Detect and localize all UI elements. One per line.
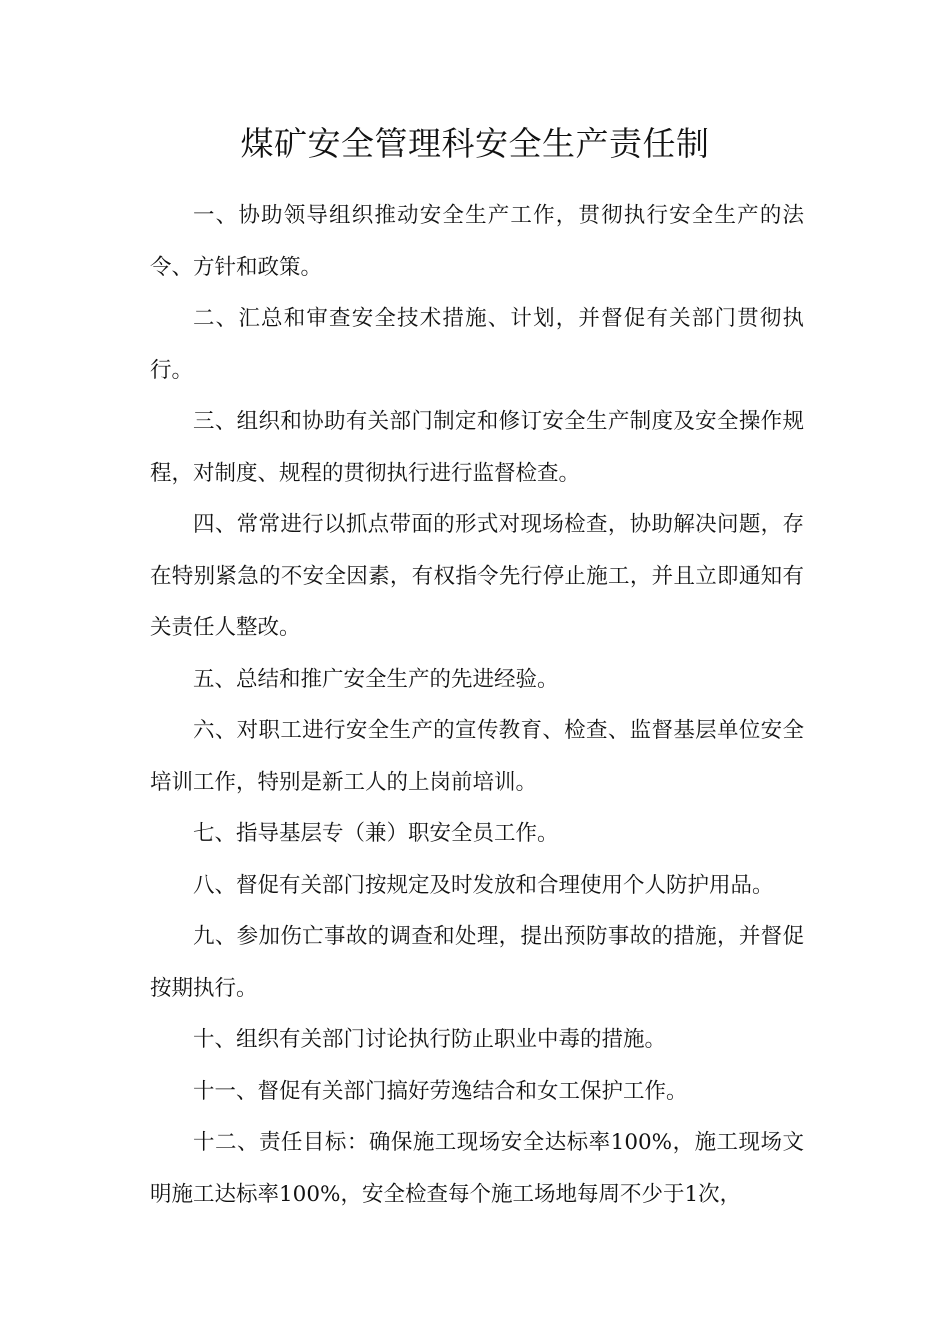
paragraph-3: 三、组织和协助有关部门制定和修订安全生产制度及安全操作规程，对制度、规程的贯彻执行进行监督检查。 [150, 409, 804, 486]
paragraph-4: 四、常常进行以抓点带面的形式对现场检查，协助解决问题，存在特别紧急的不安全因素，有权指令先行停止施工，并且立即通知有关责任人整改。 [150, 512, 804, 640]
paragraph-11: 十一、督促有关部门搞好劳逸结合和女工保护工作。 [193, 1078, 688, 1104]
document-title: 煤矿安全管理科安全生产责任制 [240, 124, 710, 163]
paragraph-10: 十、组织有关部门讨论执行防止职业中毒的措施。 [193, 1027, 667, 1052]
document-body [150, 190, 804, 1220]
paragraph-12: 十二、责任目标：确保施工现场安全达标率100%，施工现场文明施工达标率100%，安全检查每个施工场地每周不少于1次， [150, 1130, 804, 1207]
paragraph-5: 五、总结和推广安全生产的先进经验。 [193, 666, 559, 692]
paragraph-1: 一、协助领导组织推动安全生产工作，贯彻执行安全生产的法令、方针和政策。 [150, 203, 804, 280]
paragraph-2: 二、汇总和审查安全技术措施、计划，并督促有关部门贯彻执行。 [150, 306, 804, 383]
paragraph-9: 九、参加伤亡事故的调查和处理，提出预防事故的措施，并督促按期执行。 [150, 924, 804, 1001]
paragraph-7: 七、指导基层专（兼）职安全员工作。 [193, 821, 559, 846]
paragraph-6: 六、对职工进行安全生产的宣传教育、检查、监督基层单位安全培训工作，特别是新工人的上岗前培训。 [150, 718, 804, 795]
paragraph-8: 八、督促有关部门按规定及时发放和合理使用个人防护用品。 [193, 872, 774, 898]
